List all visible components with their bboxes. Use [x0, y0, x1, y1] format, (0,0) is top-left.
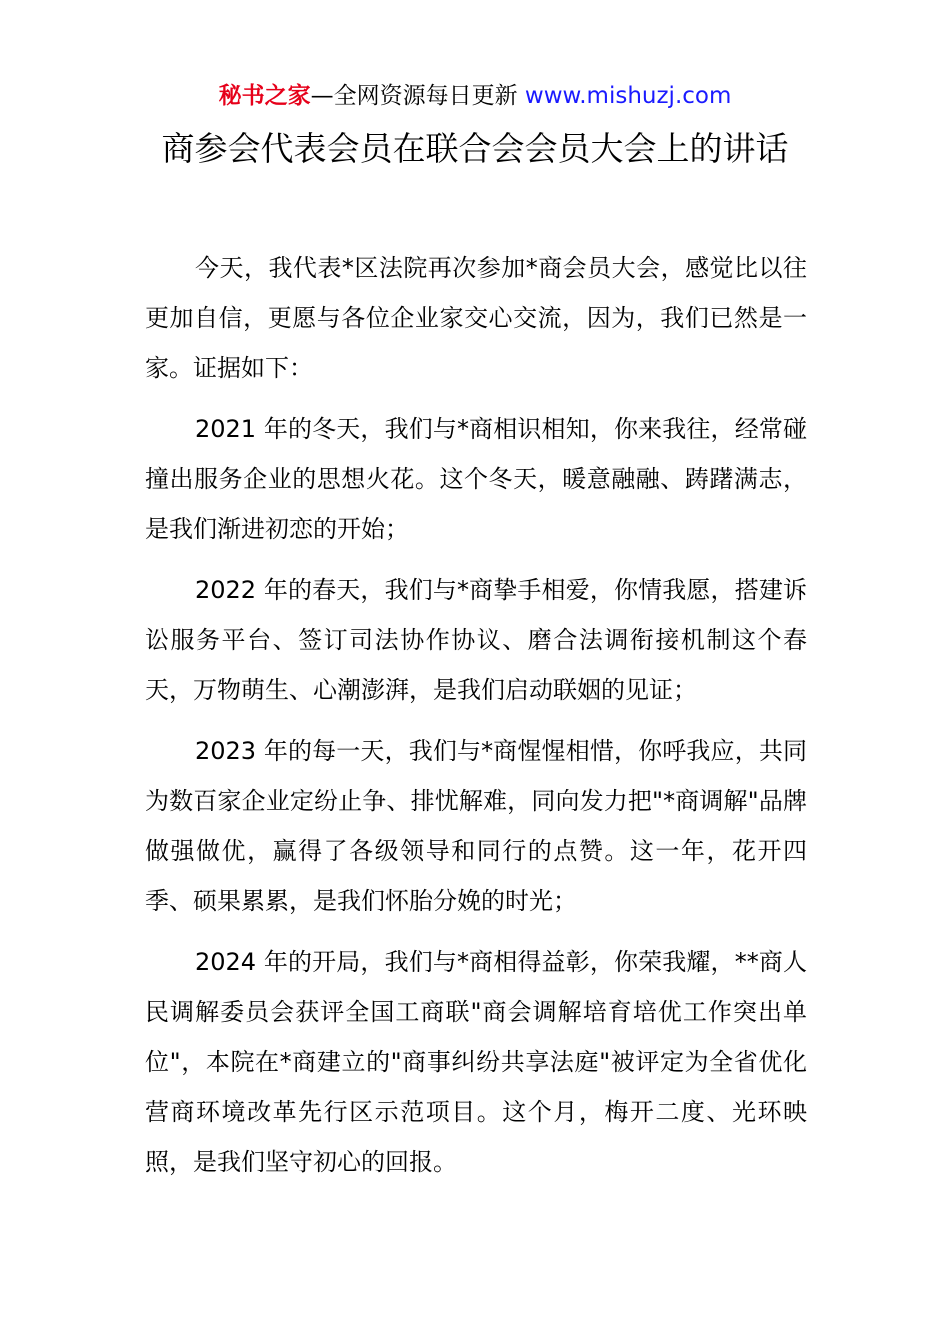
- site-url-link[interactable]: www.mishuzj.com: [524, 83, 732, 109]
- document-body: [145, 243, 807, 1198]
- site-tagline: —全网资源每日更新: [310, 83, 525, 109]
- paragraph-intro: 今天，我代表*区法院再次参加*商会员大会，感觉比以往更加自信，更愿与各位企业家交心交流，因为，我们已然是一家。证据如下：: [145, 254, 807, 382]
- paragraph-2023: 2023 年的每一天，我们与*商惺惺相惜，你呼我应，共同为数百家企业定纷止争、排忧解难，同向发力把"*商调解"品牌做强做优，赢得了各级领导和同行的点赞。这一年，花开四季、硕果累累，是我们怀胎分娩的时光；: [145, 737, 807, 915]
- site-header: [0, 80, 950, 112]
- paragraph-2022: 2022 年的春天，我们与*商挚手相爱，你情我愿，搭建诉讼服务平台、签订司法协作协议、磨合法调衔接机制这个春天，万物萌生、心潮澎湃，是我们启动联姻的见证；: [145, 576, 807, 704]
- paragraph-2021: 2021 年的冬天，我们与*商相识相知，你来我往，经常碰撞出服务企业的思想火花。这个冬天，暖意融融、踌躇满志，是我们渐进初恋的开始；: [145, 415, 807, 543]
- document-title: 商参会代表会员在联合会会员大会上的讲话: [161, 129, 789, 168]
- paragraph-2024: 2024 年的开局，我们与*商相得益彰，你荣我耀，**商人民调解委员会获评全国工商联"商会调解培育培优工作突出单位"，本院在*商建立的"商事纠纷共享法庭"被评定为全省优化营商环境改革先行区示范项目。这个月，梅开二度、光环映照，是我们坚守初心的回报。: [145, 948, 807, 1176]
- site-brand: 秘书之家: [218, 83, 311, 109]
